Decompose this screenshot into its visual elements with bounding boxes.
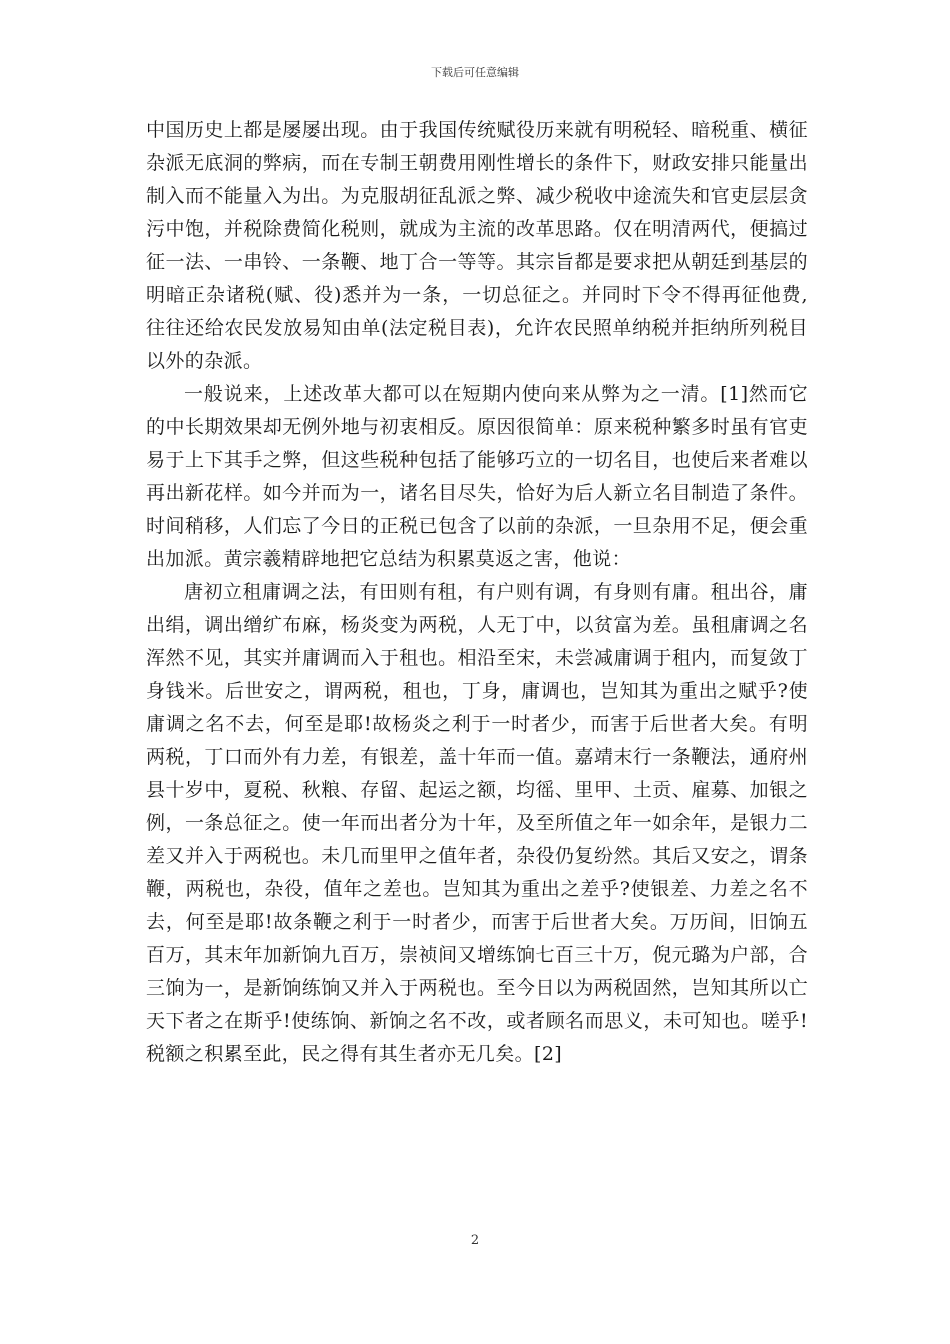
paragraph-reform-effects: 一般说来，上述改革大都可以在短期内使向来从弊为之一清。[1]然而它的中长期效果却无例外地与初衷相反。原因很简单：原来税种繁多时虽有官吏易于上下其手之弊，但这些税种包括了能够巧立的一切名目，也使后来者难以再出新花样。如今并而为一，诸名目尽失，恰好为后人新立名目制造了条件。时间稍移，人们忘了今日的正税已包含了以前的杂派，一旦杂用不足，便会重出加派。黄宗羲精辟地把它总结为积累莫返之害，他说： xyxy=(146,383,808,570)
document-body xyxy=(146,114,808,1071)
paragraph-huang-zongxi-quote: 唐初立租庸调之法，有田则有租，有户则有调，有身则有庸。租出谷，庸出绢，调出缯纩布麻，杨炎变为两税，人无丁中，以贫富为差。虽租庸调之名浑然不见，其实并庸调而入于租也。相沿至宋，未尝减庸调于租内，而复敛丁身钱米。后世安之，谓两税，租也，丁身，庸调也，岂知其为重出之赋乎?使庸调之名不去，何至是耶!故杨炎之利于一时者少，而害于后世者大矣。有明两税，丁口而外有力差，有银差，盖十年而一值。嘉靖末行一条鞭法，通府州县十岁中，夏税、秋粮、存留、起运之额，均徭、里甲、土贡、雇募、加银之例，一条总征之。使一年而出者分为十年，及至所值之年一如余年，是银力二差又并入于两税也。未几而里甲之值年者，杂役仍复纷然。其后又安之，谓条鞭，两税也，杂役，值年之差也。岂知其为重出之差乎?使银差、力差之名不去，何至是耶!故条鞭之利于一时者少，而害于后世者大矣。万历间，旧饷五百万，其末年加新饷九百万，崇祯间又增练饷七百三十万，倪元璐为户部，合三饷为一，是新饷练饷又并入于两税也。至今日以为两税固然，岂知其所以亡天下者之在斯乎!使练饷、新饷之名不改，或者顾名而思义，未可知也。嗟乎!税额之积累至此，民之得有其生者亦无几矣。[2] xyxy=(146,581,808,1065)
paragraph-continuation: 中国历史上都是屡屡出现。由于我国传统赋役历来就有明税轻、暗税重、横征杂派无底洞的弊病，而在专制王朝费用刚性增长的条件下，财政安排只能量出制入而不能量入为出。为克服胡征乱派之弊、减少税收中途流失和官吏层层贪污中饱，并税除费简化税则，就成为主流的改革思路。仅在明清两代，便搞过征一法、一串铃、一条鞭、地丁合一等等。其宗旨都是要求把从朝廷到基层的明暗正杂诸税(赋、役)悉并为一条，一切总征之。并同时下令不得再征他费,往往还给农民发放易知由单(法定税目表)，允许农民照单纳税并拒纳所列税目以外的杂派。 xyxy=(146,119,808,372)
page-header: 下载后可任意编辑 xyxy=(431,66,519,79)
page-number: 2 xyxy=(470,1233,480,1248)
